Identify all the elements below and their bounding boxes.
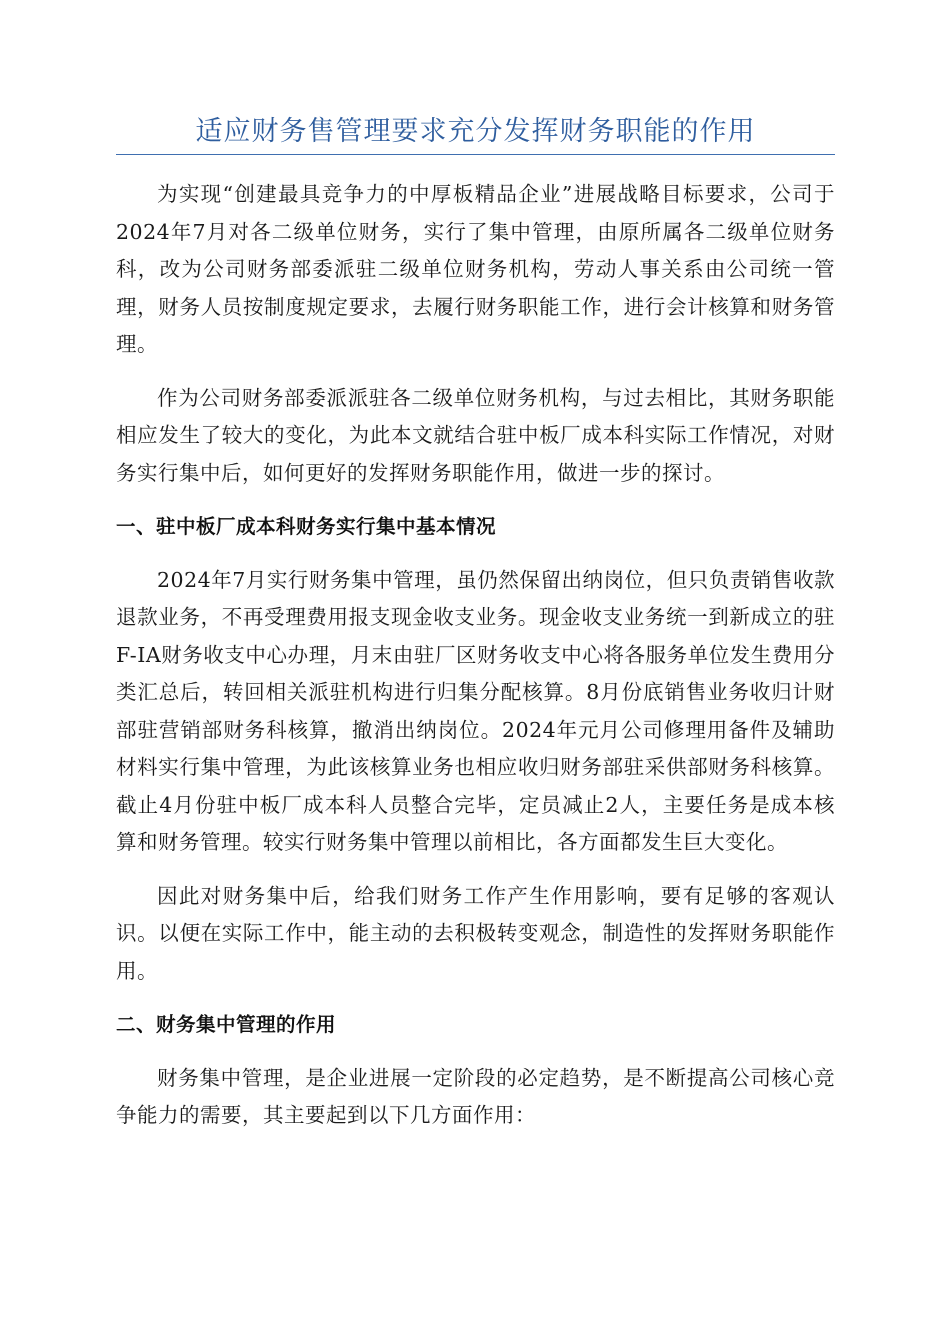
section-heading-2: 二、财务集中管理的作用 bbox=[116, 1013, 337, 1036]
title-underline bbox=[116, 154, 835, 155]
paragraph-intro: 为实现“创建最具竞争力的中厚板精品企业”进展战略目标要求，公司于2024年7月对各二级单位财务，实行了集中管理，由原所属各二级单位财务科，改为公司财务部委派驻二级单位财务机构，劳动人事关系由公司统一管理，财务人员按制度规定要求，去履行财务职能工作，进行会计核算和财务管理。 bbox=[116, 182, 835, 356]
paragraph-purpose: 作为公司财务部委派派驻各二级单位财务机构，与过去相比，其财务职能相应发生了较大的变化，为此本文就结合驻中板厂成本科实际工作情况，对财务实行集中后，如何更好的发挥财务职能作用，做进一步的探讨。 bbox=[116, 385, 835, 485]
paragraph-understanding: 因此对财务集中后，给我们财务工作产生作用影响，要有足够的客观认识。以便在实际工作中，能主动的去积极转变观念，制造性的发挥财务职能作用。 bbox=[116, 883, 835, 983]
paragraph-situation: 2024年7月实行财务集中管理，虽仍然保留出纳岗位，但只负责销售收款退款业务，不再受理费用报支现金收支业务。现金收支业务统一到新成立的驻F-IA财务收支中心办理，月末由驻厂区财务收支中心将各服务单位发生费用分类汇总后，转回相关派驻机构进行归集分配核算。8月份底销售业务收归计财部驻营销部财务科核算，撤消出纳岗位。2024年元月公司修理用备件及辅助材料实行集中管理，为此该核算业务也相应收归财务部驻采供部财务科核算。截止4月份驻中板厂成本科人员整合完毕，定员减止2人，主要任务是成本核算和财务管理。较实行财务集中管理以前相比，各方面都发生巨大变化。 bbox=[116, 567, 835, 854]
section-heading-1: 一、驻中板厂成本科财务实行集中基本情况 bbox=[116, 515, 497, 538]
document-body bbox=[116, 176, 835, 1151]
paragraph-role: 财务集中管理，是企业进展一定阶段的必定趋势，是不断提高公司核心竞争能力的需要，其主要起到以下几方面作用： bbox=[116, 1065, 835, 1127]
document-title: 适应财务售管理要求充分发挥财务职能的作用 bbox=[195, 116, 756, 147]
